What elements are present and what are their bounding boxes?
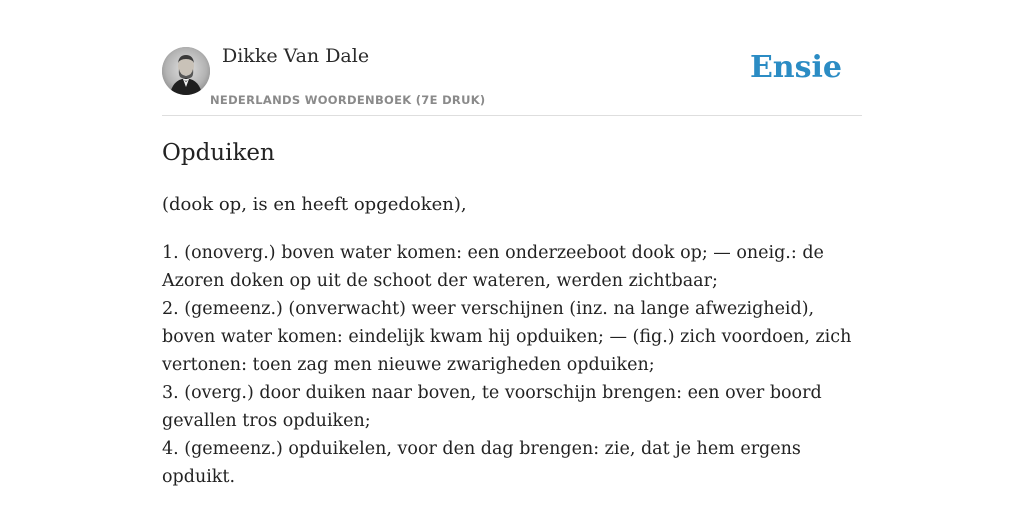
author-name[interactable]: Dikke Van Dale bbox=[222, 45, 370, 67]
definition-item: 2. (gemeenz.) (onverwacht) weer verschijnen (inz. na lange afwezigheid), boven water komen: eindelijk kwam hij opduiken; — (fig.) zich voordoen, zich vertonen: toen zag men nieuwe zwarigheden opduiken; bbox=[162, 299, 852, 375]
entry-header bbox=[162, 0, 862, 116]
definition-item: 3. (overg.) door duiken naar boven, te voorschijn brengen: een over boord gevallen tros opduiken; bbox=[162, 383, 822, 431]
author-avatar[interactable] bbox=[162, 47, 210, 95]
entry-grammar: (dook op, is en heeft opgedoken), bbox=[162, 194, 467, 215]
definition-item: 4. (gemeenz.) opduikelen, voor den dag brengen: zie, dat je hem ergens opduikt. bbox=[162, 439, 801, 487]
entry-card bbox=[162, 0, 862, 512]
entry-title: Opduiken bbox=[162, 140, 275, 166]
definition-item: 1. (onoverg.) boven water komen: een onderzeeboot dook op; — oneig.: de Azoren doken op uit de schoot der wateren, werden zichtbaar; bbox=[162, 243, 824, 291]
portrait-icon bbox=[162, 47, 210, 95]
ensie-logo[interactable]: Ensie bbox=[749, 50, 842, 85]
definition-list bbox=[162, 239, 866, 491]
dictionary-source: NEDERLANDS WOORDENBOEK (7E DRUK) bbox=[210, 93, 486, 107]
